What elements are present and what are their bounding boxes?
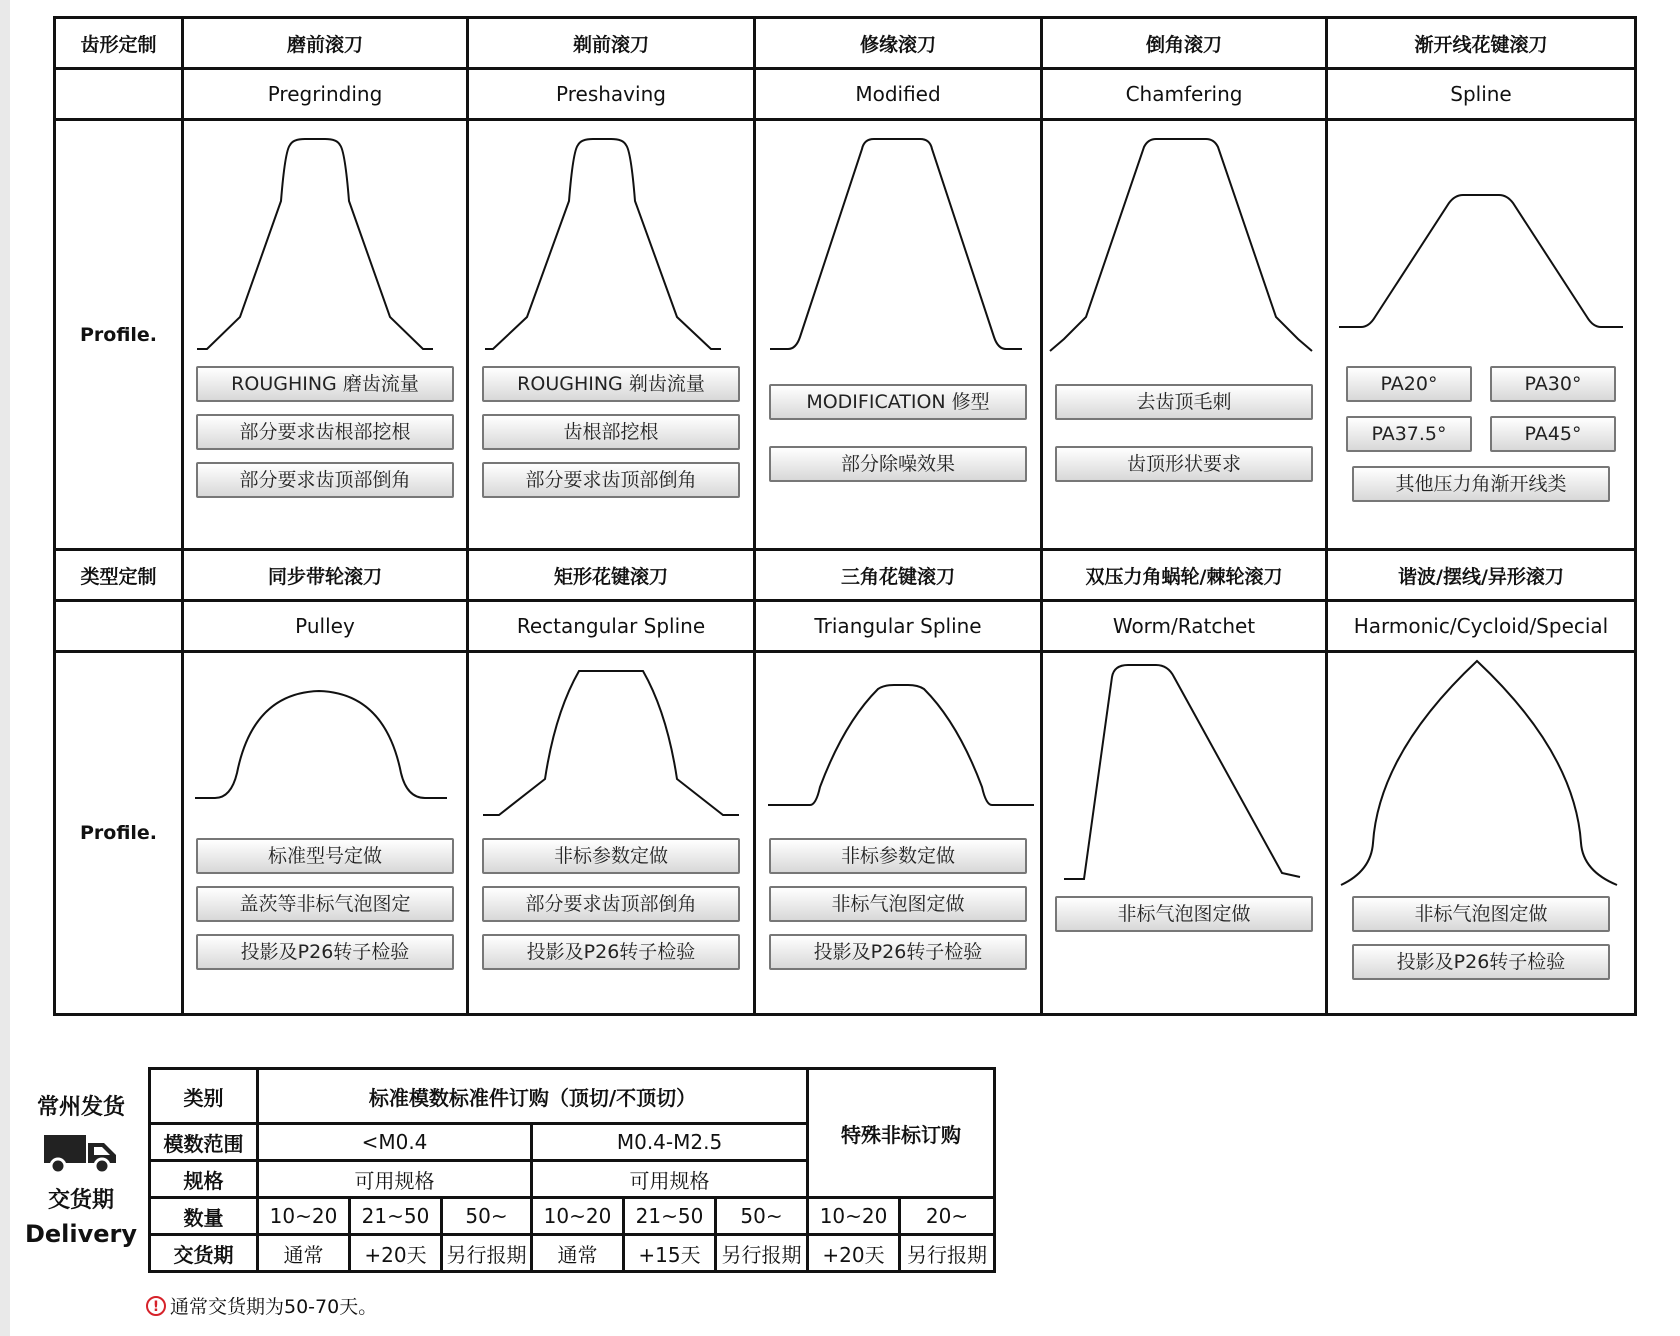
spline-cell — [1327, 120, 1636, 550]
lead-cell: +20天 — [350, 1235, 442, 1272]
rect-spline-cell — [468, 652, 755, 1015]
col-en-chamfering: Chamfering — [1042, 69, 1327, 120]
col-title-pregrinding: 磨前滚刀 — [183, 18, 468, 69]
col-title-pulley: 同步带轮滚刀 — [183, 550, 468, 601]
qty-cell: 20~ — [900, 1198, 995, 1235]
delivery-table — [148, 1067, 996, 1273]
col-title-modified: 修缘滚刀 — [755, 18, 1042, 69]
pulley-cell — [183, 652, 468, 1015]
projection-p26-button[interactable]: 投影及P26转子检验 — [1352, 944, 1610, 980]
root-undercut-button[interactable]: 齿根部挖根 — [482, 414, 740, 450]
qty-cell: 10~20 — [808, 1198, 900, 1235]
empty-label-cell — [55, 601, 183, 652]
col-title-preshaving: 剃前滚刀 — [468, 18, 755, 69]
special-cell — [1327, 652, 1636, 1015]
roughing-grinding-button[interactable]: ROUGHING 磨齿流量 — [196, 366, 454, 402]
standard-model-button[interactable]: 标准型号定做 — [196, 838, 454, 874]
lead-time-row-label: 交货期 — [150, 1235, 258, 1272]
pregrinding-profile-icon — [185, 121, 465, 366]
truck-icon — [42, 1131, 120, 1177]
spec-label: 规格 — [150, 1161, 258, 1198]
tri-spline-cell — [755, 652, 1042, 1015]
col-en-tri-spline: Triangular Spline — [755, 601, 1042, 652]
spline-profile-icon — [1331, 121, 1631, 366]
col-en-worm-ratchet: Worm/Ratchet — [1042, 601, 1327, 652]
col-en-spline: Spline — [1327, 69, 1636, 120]
projection-p26-button[interactable]: 投影及P26转子检验 — [769, 934, 1027, 970]
tri-spline-profile-icon — [758, 653, 1038, 838]
page-left-edge — [0, 0, 10, 1336]
spec-value: 可用规格 — [258, 1161, 532, 1198]
qty-cell: 50~ — [442, 1198, 532, 1235]
col-title-spline: 渐开线花键滚刀 — [1327, 18, 1636, 69]
root-undercut-button[interactable]: 部分要求齿根部挖根 — [196, 414, 454, 450]
ship-from-label: 常州发货 — [36, 1095, 125, 1120]
projection-p26-button[interactable]: 投影及P26转子检验 — [196, 934, 454, 970]
preshaving-cell — [468, 120, 755, 550]
delivery-label: Delivery — [24, 1220, 138, 1248]
worm-ratchet-profile-icon — [1044, 653, 1324, 888]
profile-label: Profile. — [55, 652, 183, 1015]
col-en-pulley: Pulley — [183, 601, 468, 652]
nonstandard-params-button[interactable]: 非标参数定做 — [769, 838, 1027, 874]
modified-cell — [755, 120, 1042, 550]
category-label: 类别 — [150, 1069, 258, 1124]
module-range-small: <M0.4 — [258, 1124, 532, 1161]
col-en-pregrinding: Pregrinding — [183, 69, 468, 120]
rect-spline-profile-icon — [471, 653, 751, 838]
delivery-note-text: 通常交货期为50-70天。 — [170, 1296, 378, 1318]
col-en-modified: Modified — [755, 69, 1042, 120]
chamfering-profile-icon — [1044, 121, 1324, 366]
noise-reduction-button[interactable]: 部分除噪效果 — [769, 446, 1027, 482]
spec-value: 可用规格 — [532, 1161, 808, 1198]
pa45-button[interactable]: PA45° — [1490, 416, 1616, 452]
bubble-drawing-button[interactable]: 非标气泡图定做 — [769, 886, 1027, 922]
special-order-header: 特殊非标订购 — [808, 1069, 995, 1198]
pa30-button[interactable]: PA30° — [1490, 366, 1616, 402]
qty-cell: 21~50 — [350, 1198, 442, 1235]
qty-cell: 50~ — [716, 1198, 808, 1235]
preshaving-profile-icon — [471, 121, 751, 366]
hob-customization-table — [53, 16, 1637, 1016]
worm-ratchet-cell — [1042, 652, 1327, 1015]
col-title-rect-spline: 矩形花键滚刀 — [468, 550, 755, 601]
pa20-button[interactable]: PA20° — [1346, 366, 1472, 402]
pregrinding-cell — [183, 120, 468, 550]
module-range-label: 模数范围 — [150, 1124, 258, 1161]
lead-cell: 通常 — [258, 1235, 350, 1272]
qty-cell: 10~20 — [532, 1198, 624, 1235]
lead-cell: 另行报期 — [900, 1235, 995, 1272]
col-title-chamfering: 倒角滚刀 — [1042, 18, 1327, 69]
tip-shape-button[interactable]: 齿顶形状要求 — [1055, 446, 1313, 482]
col-en-rect-spline: Rectangular Spline — [468, 601, 755, 652]
qty-cell: 21~50 — [624, 1198, 716, 1235]
lead-cell: 通常 — [532, 1235, 624, 1272]
projection-p26-button[interactable]: 投影及P26转子检验 — [482, 934, 740, 970]
empty-label-cell — [55, 69, 183, 120]
special-profile-icon — [1331, 653, 1631, 888]
profile-label: Profile. — [55, 120, 183, 550]
tip-chamfer-button[interactable]: 部分要求齿顶部倒角 — [196, 462, 454, 498]
tip-chamfer-button[interactable]: 部分要求齿顶部倒角 — [482, 462, 740, 498]
col-en-preshaving: Preshaving — [468, 69, 755, 120]
quantity-label: 数量 — [150, 1198, 258, 1235]
module-range-large: M0.4-M2.5 — [532, 1124, 808, 1161]
chamfering-cell — [1042, 120, 1327, 550]
delivery-note — [146, 1292, 377, 1319]
lead-cell: +20天 — [808, 1235, 900, 1272]
tooth-profile-custom-label: 齿形定制 — [55, 18, 183, 69]
standard-order-header: 标准模数标准件订购（顶切/不顶切） — [258, 1069, 808, 1124]
bubble-drawing-button[interactable]: 非标气泡图定做 — [1055, 896, 1313, 932]
pa37-5-button[interactable]: PA37.5° — [1346, 416, 1472, 452]
pulley-profile-icon — [185, 653, 465, 838]
lead-time-label: 交货期 — [47, 1188, 114, 1213]
other-pressure-angle-button[interactable]: 其他压力角渐开线类 — [1352, 466, 1610, 502]
lead-cell: 另行报期 — [442, 1235, 532, 1272]
delivery-block — [22, 1090, 140, 1248]
modification-button[interactable]: MODIFICATION 修型 — [769, 384, 1027, 420]
col-title-special: 谐波/摆线/异形滚刀 — [1327, 550, 1636, 601]
qty-cell: 10~20 — [258, 1198, 350, 1235]
warning-icon: ! — [146, 1296, 166, 1316]
modified-profile-icon — [758, 121, 1038, 366]
bubble-drawing-button[interactable]: 非标气泡图定做 — [1352, 896, 1610, 932]
deburr-button[interactable]: 去齿顶毛刺 — [1055, 384, 1313, 420]
lead-cell: 另行报期 — [716, 1235, 808, 1272]
nonstandard-params-button[interactable]: 非标参数定做 — [482, 838, 740, 874]
roughing-shaving-button[interactable]: ROUGHING 剃齿流量 — [482, 366, 740, 402]
col-en-special: Harmonic/Cycloid/Special — [1327, 601, 1636, 652]
lead-cell: +15天 — [624, 1235, 716, 1272]
gates-bubble-drawing-button[interactable]: 盖茨等非标气泡图定 — [196, 886, 454, 922]
col-title-tri-spline: 三角花键滚刀 — [755, 550, 1042, 601]
tip-chamfer-button[interactable]: 部分要求齿顶部倒角 — [482, 886, 740, 922]
type-custom-label: 类型定制 — [55, 550, 183, 601]
col-title-worm-ratchet: 双压力角蜗轮/棘轮滚刀 — [1042, 550, 1327, 601]
